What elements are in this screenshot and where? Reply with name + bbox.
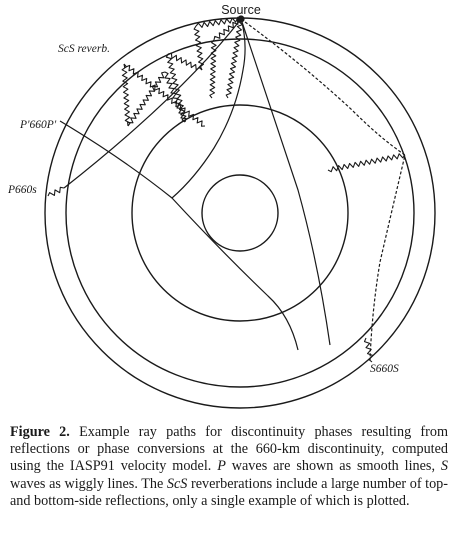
scs-reverb-segment	[210, 40, 216, 98]
figure-number-label: Figure 2.	[10, 424, 70, 440]
caption-text-1: Example ray paths for discontinuity phases resulting from reflections or phase conversions at the 660-km discontinuity, computed using the IASP91 velocity model.	[10, 424, 448, 475]
source-label: Source	[221, 3, 261, 17]
caption-text-3: waves as wiggly lines. The	[10, 475, 167, 492]
pkp-core-branch-path	[241, 19, 330, 345]
scs-reverb-segment	[194, 26, 203, 70]
scs-reverb-segment	[122, 64, 130, 126]
p660s-s-leg-segment	[48, 187, 64, 196]
p660p-label: P'660P'	[20, 119, 57, 131]
s660s-segment	[365, 338, 373, 362]
s660s-label: S660S	[370, 363, 399, 375]
s660s-segment	[328, 154, 405, 172]
scs-reverb-label: ScS reverb.	[58, 43, 110, 55]
caption-scs-symbol: ScS	[166, 475, 188, 492]
caption-text-4: reverberations include a large number of top- and bottom-side reflections, only a single example of which is plotted.	[10, 475, 449, 509]
caption-s-symbol: S	[440, 458, 448, 475]
scs-reverb-segment	[168, 53, 202, 70]
core-mantle-boundary-circle	[132, 105, 348, 321]
inner-core-circle	[202, 175, 278, 251]
caption-p-symbol: P	[217, 458, 226, 475]
s-wave-wiggly-paths	[48, 17, 405, 362]
p660s-label: P660s	[8, 184, 37, 196]
figure-caption	[10, 424, 448, 510]
discontinuity-660-circle	[66, 39, 414, 387]
pkp-second-branch-path	[172, 198, 298, 350]
earth-surface-circle	[45, 18, 435, 408]
caption-text-2: waves are shown as smooth lines,	[225, 458, 441, 475]
s660s-ray-path	[241, 19, 405, 360]
